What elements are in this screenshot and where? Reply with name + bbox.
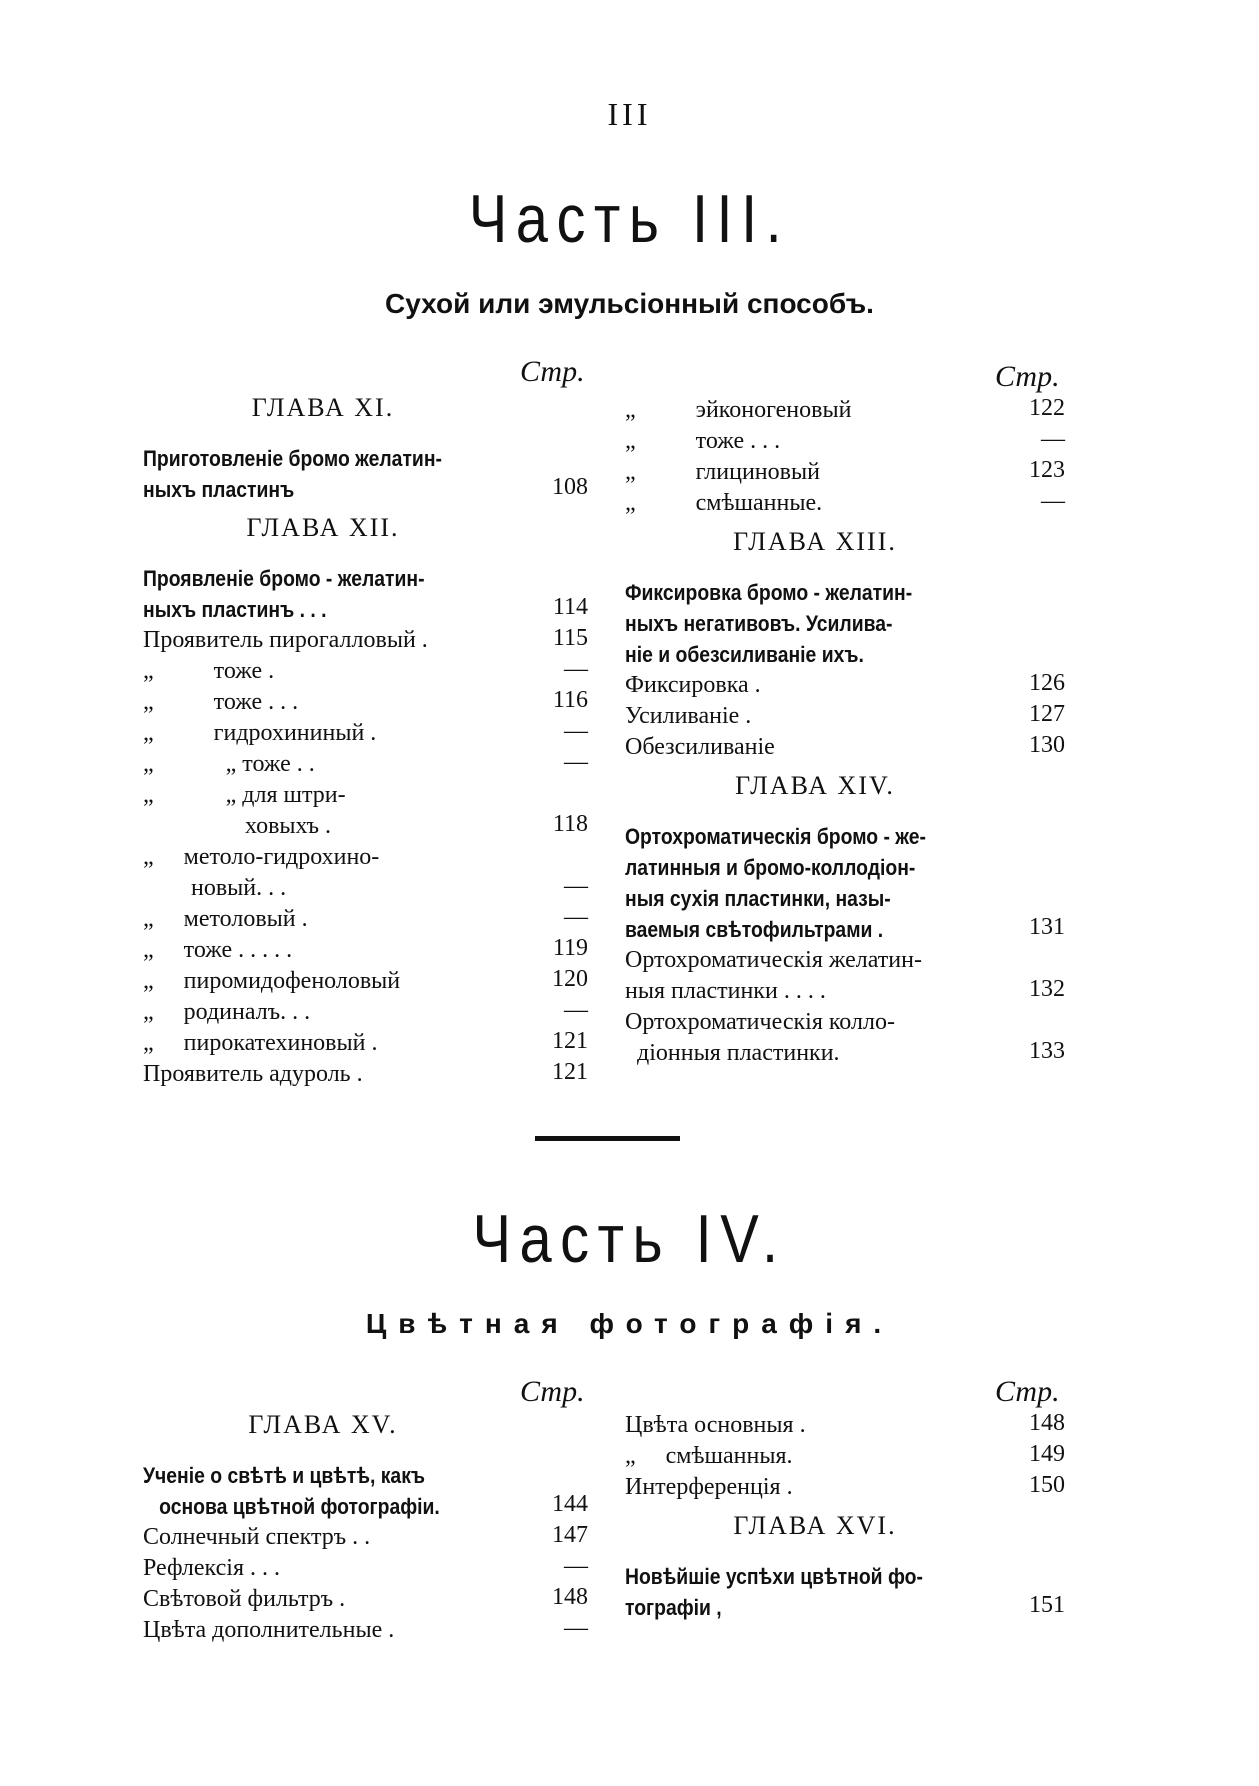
toc-entry-page: 119 xyxy=(552,935,588,961)
toc-entry-title: ніе и обезсиливаніе ихъ. xyxy=(625,642,864,667)
toc-entry xyxy=(143,780,346,811)
toc-entry-title: Ортохроматическія желатин- xyxy=(625,947,922,973)
toc-entry-page: 116 xyxy=(552,687,588,713)
toc-entry-title: Цвѣта основныя . xyxy=(625,1412,806,1438)
part4-title: Часть IV. xyxy=(472,1201,787,1277)
toc-entry-title: ваемыя свѣтофильтрами . xyxy=(625,917,884,942)
toc-entry-page: 118 xyxy=(552,811,588,837)
toc-entry-title: „ тоже . . . xyxy=(625,428,781,454)
toc-entry-page: — xyxy=(1041,488,1065,514)
toc-entry-page: 148 xyxy=(552,1584,588,1610)
toc-entry xyxy=(143,997,310,1028)
toc-entry xyxy=(143,443,483,475)
toc-entry-title: Фиксировка . xyxy=(625,672,761,698)
toc-entry-title: Проявитель пирогалловый . xyxy=(143,627,428,653)
toc-entry xyxy=(625,577,951,609)
toc-entry xyxy=(143,1028,377,1059)
toc-entry xyxy=(143,594,352,626)
toc-entry-page: 123 xyxy=(1029,457,1065,483)
toc-entry xyxy=(143,935,292,966)
toc-entry xyxy=(143,1553,280,1584)
toc-entry-title: ныя сухія пластинки, назы- xyxy=(625,886,891,911)
toc-entry-page: 121 xyxy=(552,1028,588,1054)
part3-left-str-label: Стр. xyxy=(520,355,585,388)
toc-entry xyxy=(625,639,896,671)
toc-entry-title: „ смѣшанныя. xyxy=(625,1443,793,1469)
part4-right-str-label: Стр. xyxy=(995,1375,1060,1408)
toc-entry-title: новый. . . xyxy=(143,875,287,901)
toc-entry xyxy=(625,732,775,763)
chapter-heading: ГЛАВА XVI. xyxy=(733,1511,897,1540)
toc-entry xyxy=(625,1007,895,1038)
toc-entry-title: Усиливаніе . xyxy=(625,703,752,729)
toc-entry-title: Новѣйшіе успѣхи цвѣтной фо- xyxy=(625,1564,923,1589)
toc-entry-page: — xyxy=(564,1553,588,1579)
toc-entry-title: „ тоже . . . xyxy=(143,689,299,715)
toc-entry xyxy=(143,1615,394,1646)
toc-entry xyxy=(143,749,315,780)
toc-entry-title: „ родиналъ. . . xyxy=(143,999,311,1025)
toc-entry-page: — xyxy=(564,904,588,930)
toc-entry-title: ныхъ пластинъ xyxy=(143,477,295,502)
toc-entry xyxy=(625,1038,840,1069)
toc-entry-page: 130 xyxy=(1029,732,1065,758)
toc-entry xyxy=(143,842,379,873)
toc-entry-title: „ метоловый . xyxy=(143,906,308,932)
toc-entry-title: Ортохроматическія колло- xyxy=(625,1009,895,1035)
toc-entry-title: Обезсиливаніе xyxy=(625,734,775,760)
toc-entry-page: 150 xyxy=(1029,1472,1065,1498)
chapter-heading: ГЛАВА XV. xyxy=(248,1410,398,1439)
toc-entry xyxy=(625,608,929,640)
toc-entry-page: 132 xyxy=(1029,976,1065,1002)
part4-subtitle: Цвѣтная фотографія. xyxy=(365,1308,894,1339)
toc-entry xyxy=(625,488,822,519)
toc-entry-page: 144 xyxy=(552,1491,588,1517)
chapter-heading: ГЛАВА XII. xyxy=(246,513,400,542)
toc-entry-page: 148 xyxy=(1029,1410,1065,1436)
toc-entry xyxy=(625,1592,735,1624)
toc-entry-title: Свѣтовой фильтръ . xyxy=(143,1586,346,1612)
toc-entry-page: 131 xyxy=(1029,914,1065,940)
toc-entry xyxy=(625,852,955,884)
toc-entry-page: 133 xyxy=(1029,1038,1065,1064)
toc-entry-title: „ „ для штри- xyxy=(143,782,346,808)
toc-entry-title: Проявленіе бромо - желатин- xyxy=(143,566,425,591)
toc-entry-page: — xyxy=(564,656,588,682)
part3-title: Часть III. xyxy=(468,181,791,257)
toc-entry-page: 121 xyxy=(552,1059,588,1085)
toc-entry xyxy=(625,1410,806,1441)
toc-entry-title: Проявитель адуроль . xyxy=(143,1061,363,1087)
toc-entry-title: Ортохроматическія бромо - же- xyxy=(625,824,926,849)
toc-entry-page: 122 xyxy=(1029,395,1065,421)
toc-entry-page: 115 xyxy=(552,625,588,651)
toc-entry xyxy=(625,945,922,976)
toc-entry-title: Цвѣта дополнительные . xyxy=(143,1617,395,1643)
toc-entry xyxy=(625,426,780,457)
toc-entry-page: 126 xyxy=(1029,670,1065,696)
toc-entry-title: „ смѣшанные. xyxy=(625,490,823,516)
toc-entry-page: 149 xyxy=(1029,1441,1065,1467)
toc-entry-page: — xyxy=(564,749,588,775)
toc-entry-page: — xyxy=(564,718,588,744)
toc-entry xyxy=(143,656,274,687)
toc-entry-title: „ пирокатехиновый . xyxy=(143,1030,378,1056)
toc-entry-page: 127 xyxy=(1029,701,1065,727)
toc-entry xyxy=(625,914,918,946)
toc-entry xyxy=(625,457,820,488)
toc-entry xyxy=(625,1472,793,1503)
toc-entry xyxy=(143,904,308,935)
toc-entry xyxy=(143,1059,363,1090)
toc-entry-title: Приготовленіе бромо желатин- xyxy=(143,446,442,471)
toc-entry-title: ныхъ негативовъ. Усилива- xyxy=(625,611,893,636)
toc-entry xyxy=(625,701,751,732)
toc-entry-page: 147 xyxy=(552,1522,588,1548)
toc-entry xyxy=(143,1584,345,1615)
toc-entry-page: — xyxy=(564,997,588,1023)
page-number: III xyxy=(607,96,652,132)
toc-entry-title: „ эйконогеновый xyxy=(625,397,852,423)
toc-entry-title: Интерференція . xyxy=(625,1474,793,1500)
toc-entry xyxy=(143,474,315,506)
toc-entry-title: ныя пластинки . . . . xyxy=(625,978,826,1004)
toc-entry-title: „ пиромидофеноловый xyxy=(143,968,401,994)
chapter-heading: ГЛАВА XIV. xyxy=(735,771,895,800)
part3-subtitle: Сухой или эмульсіонный способъ. xyxy=(385,288,874,319)
toc-entry-title: „ тоже . xyxy=(143,658,275,684)
toc-entry-title: Солнечный спектръ . . xyxy=(143,1524,371,1550)
toc-entry xyxy=(625,821,967,853)
toc-entry-title: „ гидрохининый . xyxy=(143,720,377,746)
toc-entry-title: „ „ тоже . . xyxy=(143,751,315,777)
toc-entry xyxy=(625,1561,964,1593)
toc-entry xyxy=(625,670,761,701)
chapter-heading: ГЛАВА XI. xyxy=(251,393,395,422)
toc-entry-page: — xyxy=(564,873,588,899)
toc-entry xyxy=(625,883,927,915)
toc-entry-title: „ метоло-гидрохино- xyxy=(143,844,380,870)
toc-entry xyxy=(143,1522,370,1553)
toc-entry xyxy=(143,563,463,595)
toc-entry-page: — xyxy=(564,1615,588,1641)
toc-entry-title: латинныя и бромо-коллодіон- xyxy=(625,855,916,880)
section-divider xyxy=(535,1136,680,1141)
part4-left-str-label: Стр. xyxy=(520,1375,585,1408)
toc-entry xyxy=(143,966,400,997)
toc-entry-page: 151 xyxy=(1029,1592,1065,1618)
toc-entry-title: основа цвѣтной фотографіи. xyxy=(143,1494,440,1519)
toc-entry-title: Ученіе о свѣтѣ и цвѣтѣ, какъ xyxy=(143,1463,425,1488)
toc-entry xyxy=(143,1460,463,1492)
part3-right-str-label: Стр. xyxy=(995,360,1060,393)
toc-entry-page: 108 xyxy=(552,474,588,500)
toc-entry xyxy=(143,811,331,842)
toc-entry xyxy=(143,718,376,749)
toc-entry-title: Рефлексія . . . xyxy=(143,1555,280,1581)
toc-entry-title: ховыхъ . xyxy=(143,813,332,839)
toc-entry-page: — xyxy=(1041,426,1065,452)
chapter-heading: ГЛАВА XIII. xyxy=(733,527,897,556)
toc-entry xyxy=(143,625,428,656)
toc-entry xyxy=(625,1441,793,1472)
toc-entry xyxy=(143,1491,480,1523)
toc-entry xyxy=(625,976,826,1007)
toc-entry-page: 114 xyxy=(552,594,588,620)
toc-entry xyxy=(625,395,851,426)
toc-entry-title: ныхъ пластинъ . . . xyxy=(143,597,327,622)
toc-entry-title: Фиксировка бромо - желатин- xyxy=(625,580,913,605)
toc-entry-title: тографіи , xyxy=(625,1595,722,1620)
toc-entry xyxy=(143,873,286,904)
toc-entry-title: „ глициновый xyxy=(625,459,820,485)
toc-entry xyxy=(143,687,298,718)
toc-entry-title: діонныя пластинки. xyxy=(625,1040,840,1066)
toc-entry-page: 120 xyxy=(552,966,588,992)
toc-entry-title: „ тоже . . . . . xyxy=(143,937,293,963)
